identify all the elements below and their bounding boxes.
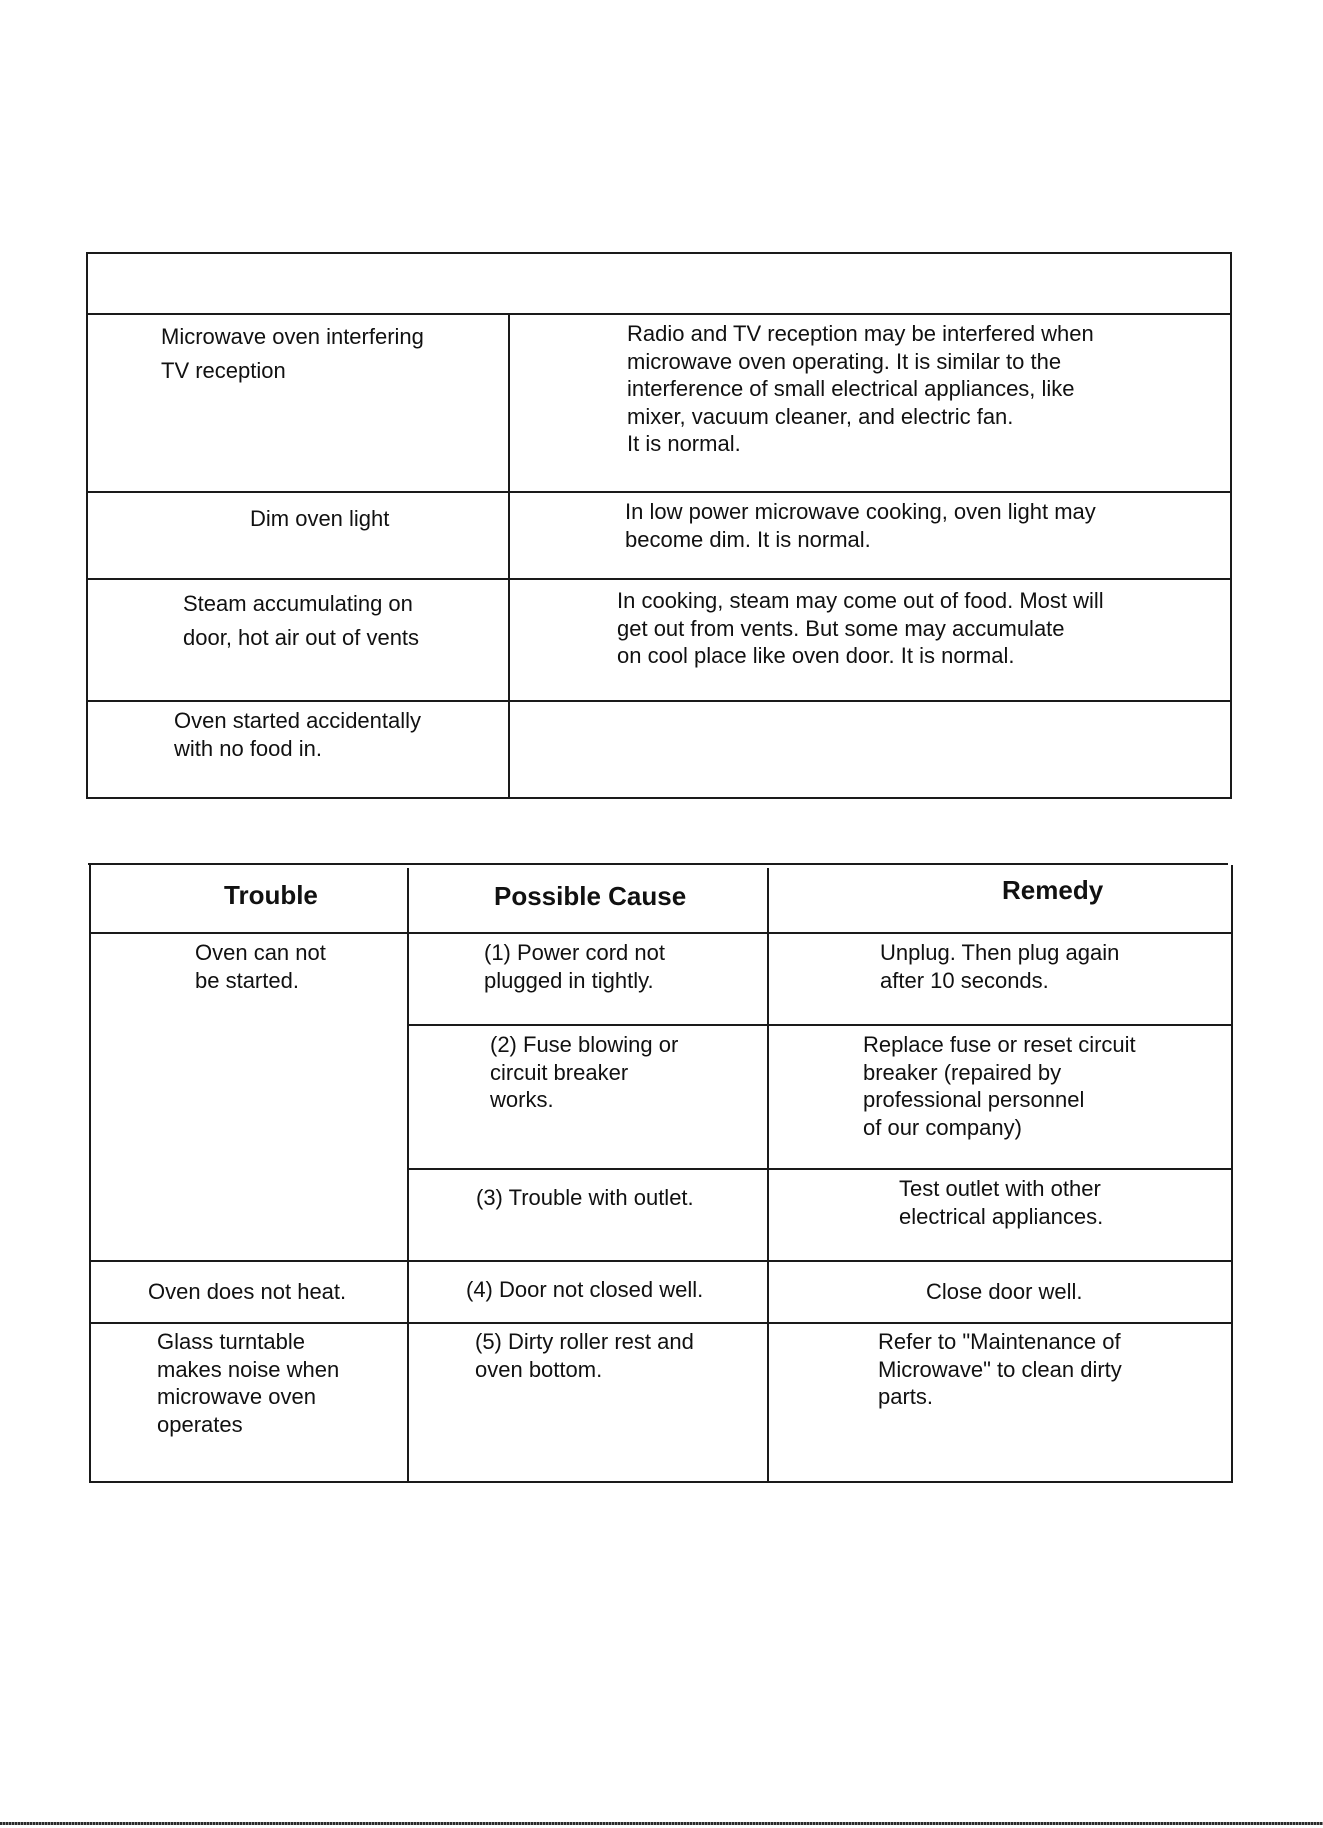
trouble-cell: Glass turntable makes noise when microwave oven operates (157, 1329, 340, 1437)
table2-inner-divider (407, 1168, 1233, 1170)
table1-row-divider (86, 491, 1232, 493)
table2-top-border (88, 863, 1228, 865)
cause-cell: (4) Door not closed well. (466, 1277, 704, 1302)
cause-cell: (5) Dirty roller rest and oven bottom. (475, 1329, 694, 1382)
header-possible-cause: Possible Cause (494, 881, 687, 911)
table2-left-border (89, 865, 91, 1483)
table2-inner-divider (407, 1024, 1233, 1026)
table1-explanation-cell: Radio and TV reception may be interfered when microwave oven operating. It is similar to the interference of small electrical appliances, like mixer, vacuum cleaner, and electric fan. It is normal. (627, 321, 1094, 456)
header-trouble: Trouble (224, 880, 318, 910)
table1-trouble-cell: Dim oven light (250, 506, 390, 531)
table2-bottom-border (90, 1481, 1233, 1483)
table2-column-divider (407, 868, 409, 1483)
table1-row-divider (86, 700, 1232, 702)
cause-cell: (3) Trouble with outlet. (476, 1185, 694, 1210)
cause-cell: (2) Fuse blowing or circuit breaker works. (490, 1032, 679, 1112)
table1-explanation-cell: In low power microwave cooking, oven light may become dim. It is normal. (625, 499, 1096, 552)
table1-bottom-border (86, 797, 1232, 799)
remedy-cell: Replace fuse or reset circuit breaker (repaired by professional personnel of our company) (863, 1032, 1136, 1140)
table1-top-border (86, 252, 1232, 254)
remedy-cell: Close door well. (926, 1279, 1083, 1304)
table2-right-border (1231, 865, 1233, 1483)
table2-row-divider (90, 1260, 1233, 1262)
table2-header-rule (90, 932, 1233, 934)
cause-cell: (1) Power cord not plugged in tightly. (484, 940, 665, 993)
table1-explanation-cell: In cooking, steam may come out of food. Most will get out from vents. But some may accumulate on cool place like oven door. It is normal. (617, 588, 1104, 668)
table1-left-border (86, 252, 88, 799)
table1-trouble-cell: Steam accumulating on door, hot air out of vents (183, 591, 420, 650)
remedy-cell: Unplug. Then plug again after 10 seconds. (880, 940, 1120, 993)
table1-trouble-cell: Microwave oven interfering TV reception (161, 324, 424, 383)
remedy-cell: Test outlet with other electrical appliances. (899, 1176, 1104, 1229)
table2-column-divider (767, 868, 769, 1483)
table1-trouble-cell: Oven started accidentally with no food in. (174, 708, 422, 761)
header-remedy: Remedy (1002, 875, 1104, 905)
trouble-cell: Oven can not be started. (195, 940, 326, 993)
table2-row-divider (90, 1322, 1233, 1324)
table1-right-border (1230, 252, 1232, 799)
table1-column-divider (508, 313, 510, 799)
trouble-cell: Oven does not heat. (148, 1279, 347, 1304)
remedy-cell: Refer to "Maintenance of Microwave" to clean dirty parts. (878, 1329, 1122, 1409)
table1-header-rule (86, 313, 1232, 315)
table1-row-divider (86, 578, 1232, 580)
page-bottom-rule (0, 1822, 1323, 1825)
